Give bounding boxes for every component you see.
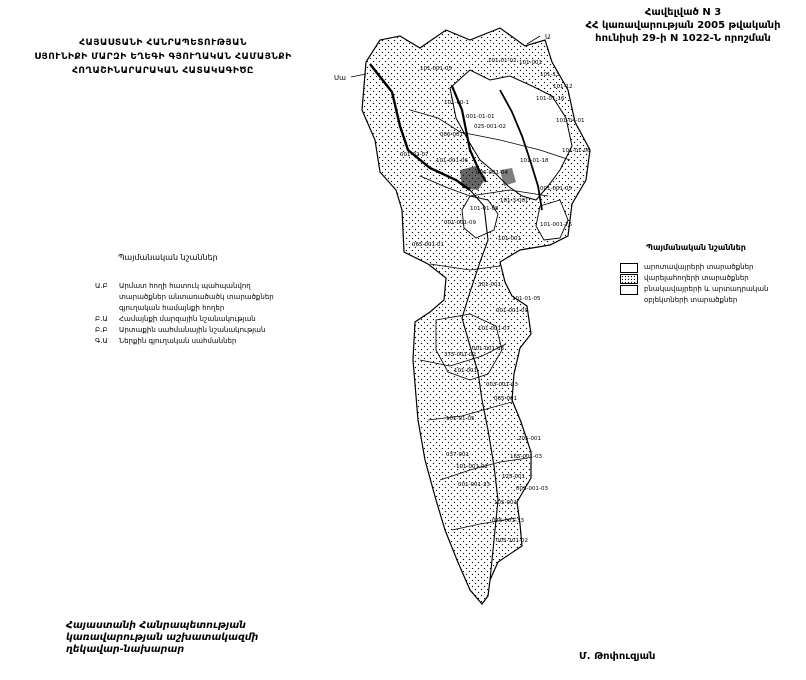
parcel-label: 101-001	[519, 60, 542, 66]
legend-left-row: Գ.Ա Ներքին գյուղական սահմաններ	[95, 337, 237, 345]
parcel-label: 101-01-08	[470, 206, 499, 212]
parcel-label: 101-01-05	[446, 416, 475, 422]
parcel-label: 101-001-06	[436, 158, 468, 164]
parcel-label: 101-01-16	[536, 96, 565, 102]
parcel-label: 065-001	[494, 396, 517, 402]
parcel-label: 001-001-03	[472, 346, 504, 352]
parcel-label: 065-001-01	[412, 242, 444, 248]
parcel-label: 205-001	[518, 436, 541, 442]
legend-arable: վարելահողերի տարածքներ	[620, 273, 768, 284]
parcel-label: 101-12	[553, 84, 573, 90]
parcel-label: 101-01-02	[488, 58, 517, 64]
parcel-label: 001-02-07	[400, 152, 429, 158]
edge-tick	[351, 74, 366, 77]
parcel-label: 101-3-001	[500, 198, 529, 204]
parcel-label: 105-001	[494, 500, 517, 506]
parcel-label: 101-01-05	[512, 296, 541, 302]
legend-pasture: արոտավայրերի տարածքներ	[620, 262, 768, 273]
legend-left-row: Բ.Բ Արտաքին սահմանային նշանակության	[95, 326, 266, 334]
legend-left-row: գյուղական համայնքի հողեր	[119, 304, 225, 312]
parcel-label: 001-001-33	[458, 482, 490, 488]
legend-left-row: Ա.Բ Արմատ հողի հատուկ պահպանվող	[95, 282, 251, 290]
parcel-label: 101-13	[540, 72, 560, 78]
parcel-label: 101-01-06	[562, 148, 591, 154]
legend-settlement-cont: օբյեկտների տարածքներ	[644, 296, 738, 304]
signatory-line-3: ղեկավար-նախարար	[66, 644, 185, 655]
signatory-line-2: կառավարության աշխատակազմի	[66, 632, 259, 643]
parcel-label: 006-001	[440, 132, 463, 138]
parcel-label: 101-001	[454, 368, 477, 374]
title-line-1: ՀԱՅԱՍՏԱՆԻ ՀԱՆՐԱՊԵՏՈՒԹՅԱՆ	[79, 38, 247, 48]
legend-left-heading: Պայմանական նշաններ	[118, 253, 218, 262]
title-line-3: ՀՈՂԱՇԻՆԱՐԱՐԱԿԱՆ ՀԱՏԱԿԱԳԻԾԸ	[72, 66, 254, 76]
parcel-label: 001-001-09	[496, 308, 528, 314]
annex-line-3: հունիսի 29-ի N 1022-Ն որոշման	[595, 33, 771, 44]
parcel-label: 006-001-04	[476, 170, 508, 176]
legend-left-row: տարածքներ անտառածածկ տարածքներ	[119, 293, 274, 301]
edge-label-north: Ա	[545, 33, 551, 41]
parcel-label: 165-001-03	[510, 454, 542, 460]
parcel-label: 003-001-03	[486, 382, 518, 388]
parcel-label: 037-001	[446, 452, 469, 458]
parcel-label: 025-001-02	[474, 124, 506, 130]
legend-left-row: Բ.Ա Համայնքի մարզային նշանակության	[95, 315, 256, 323]
parcel-label: 003-001-03	[516, 486, 548, 492]
legend-right-heading: Պայմանական նշաններ	[646, 243, 746, 252]
signatory-name: Մ. Թոփուզյան	[579, 651, 656, 662]
signatory-line-1: Հայաստանի Հանրապետության	[66, 620, 246, 631]
edge-label-west: Սա	[334, 74, 346, 82]
parcel-label: 101-001-07	[478, 326, 510, 332]
annex-line-2: ՀՀ կառավարության 2005 թվականի	[585, 20, 781, 31]
parcel-label: 101-001-02	[456, 464, 488, 470]
parcel-label: 101-04-01	[556, 118, 585, 124]
parcel-label: 001-001-09	[444, 220, 476, 226]
parcel-label: 101-01-18	[520, 158, 549, 164]
parcel-label: 005-101-02	[496, 538, 528, 544]
parcel-label: 125-001	[502, 474, 525, 480]
parcel-label: 001-001-05	[540, 186, 572, 192]
parcel-label: 101-00-1	[444, 100, 469, 106]
parcel-label: 101-001-05	[420, 66, 452, 72]
signatory-title	[66, 620, 259, 656]
legend-settlement: բնակավայրերի և արտադրական	[620, 284, 768, 295]
parcel-label: 101-001	[498, 236, 521, 242]
parcel-label: 375-001-02	[444, 352, 476, 358]
parcel-label: 101-001-76	[540, 222, 572, 228]
parcel-label: 301-001	[478, 282, 501, 288]
parcel-label: 001-01-01	[466, 114, 495, 120]
parcel-label: 075-001-33	[492, 518, 524, 524]
annex-line-1: Հավելված N 3	[644, 7, 722, 18]
title-line-2: ՍՅՈՒՆԻՔԻ ՄԱՐԶԻ ԵՂԵԳԻ ԳՅՈՒՂԱԿԱՆ ՀԱՄԱՅՆՔԻ	[34, 52, 292, 62]
